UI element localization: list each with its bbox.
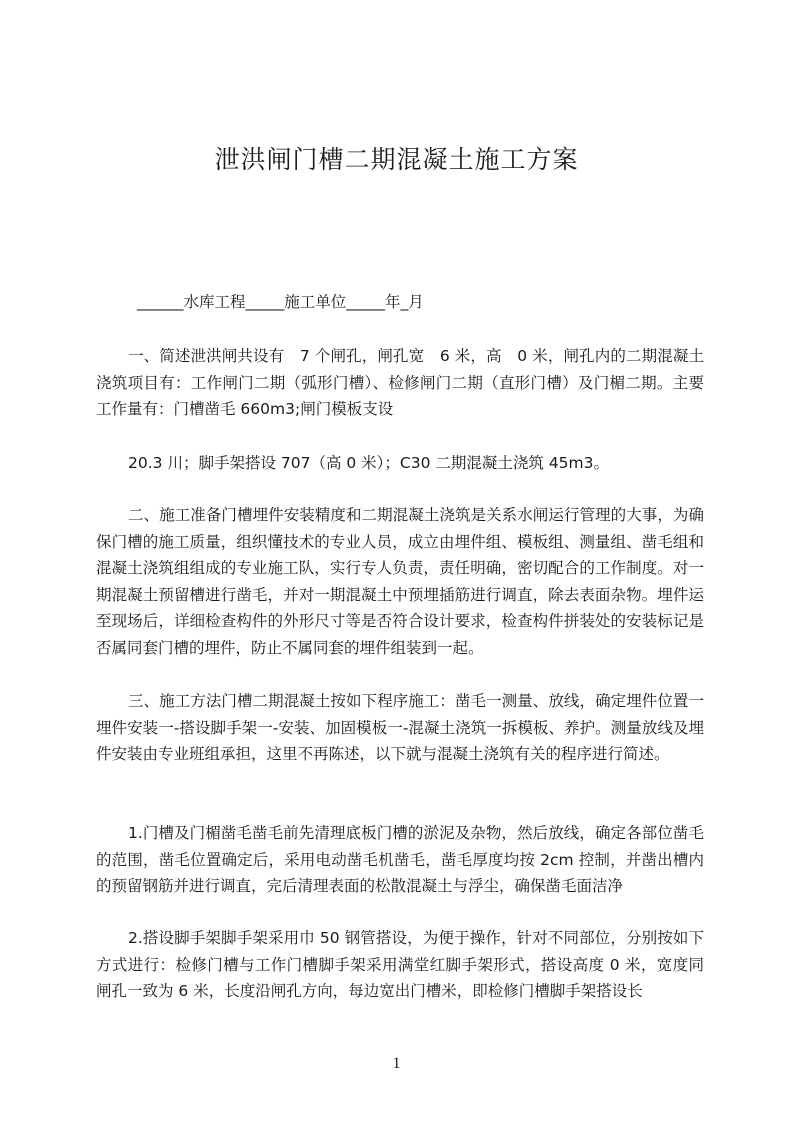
paragraph-quantities: 20.3 川；脚手架搭设 707（高 0 米）；C30 二期混凝土浇筑 45m3。 [128, 454, 610, 472]
paragraph-preparation: 二、施工准备门槽埋件安装精度和二期混凝土浇筑是关系水闸运行管理的大事，为确保门槽的施工质量，组织懂技术的专业人员，成立由埋件组、模板组、测量组、凿毛组和混凝土浇筑组组成的专业施工队，实行专人负责，责任明确，密切配合的工作制度。对一期混凝土预留槽进行凿毛，并对一期混凝土中预埋插筋进行调直，除去表面杂物。埋件运至现场后，详细检查构件的外形尺寸等是否符合设计要求，检查构件拼装处的安装标记是否属同套门槽的埋件，防止不属同套的埋件组装到一起。 [96, 506, 704, 657]
paragraph-chiseling: 1.门槽及门楣凿毛凿毛前先清理底板门槽的淤泥及杂物，然后放线，确定各部位凿毛的范围，凿毛位置确定后，采用电动凿毛机凿毛，凿毛厚度均按 2cm 控制，并凿出槽内的预留钢筋并进行调直，完后清理表面的松散混凝土与浮尘，确保凿毛面洁净 [96, 824, 704, 895]
paragraph-scaffolding: 2.搭设脚手架脚手架采用巾 50 钢管搭设，为便于操作，针对不同部位，分别按如下方式进行：检修门槽与工作门槽脚手架采用满堂红脚手架形式，搭设高度 0 米，宽度同闸孔一致为 6 米，长度沿闸孔方向，每边宽出门槽米，即检修门槽脚手架搭设长 [96, 929, 704, 1000]
document-subtitle: ______水库工程_____施工单位_____年_月 [137, 293, 424, 311]
paragraph-method: 三、施工方法门槽二期混凝土按如下程序施工：凿毛一测量、放线，确定埋件位置一埋件安装一-搭设脚手架一-安装、加固模板一-混凝土浇筑一拆模板、养护。测量放线及埋件安装由专业班组承担，这里不再陈述，以下就与混凝土浇筑有关的程序进行简述。 [96, 692, 704, 763]
paragraph-overview: 一、简述泄洪闸共设有 7 个闸孔，闸孔宽 6 米，高 0 米，闸孔内的二期混凝土浇筑项目有：工作闸门二期（弧形门槽）、检修闸门二期（直形门槽）及门楣二期。主要工作量有：门槽凿毛 660m3;闸门模板支设 [96, 347, 704, 418]
page-number: 1 [392, 1055, 401, 1072]
document-title: 泄洪闸门槽二期混凝土施工方案 [214, 145, 579, 174]
